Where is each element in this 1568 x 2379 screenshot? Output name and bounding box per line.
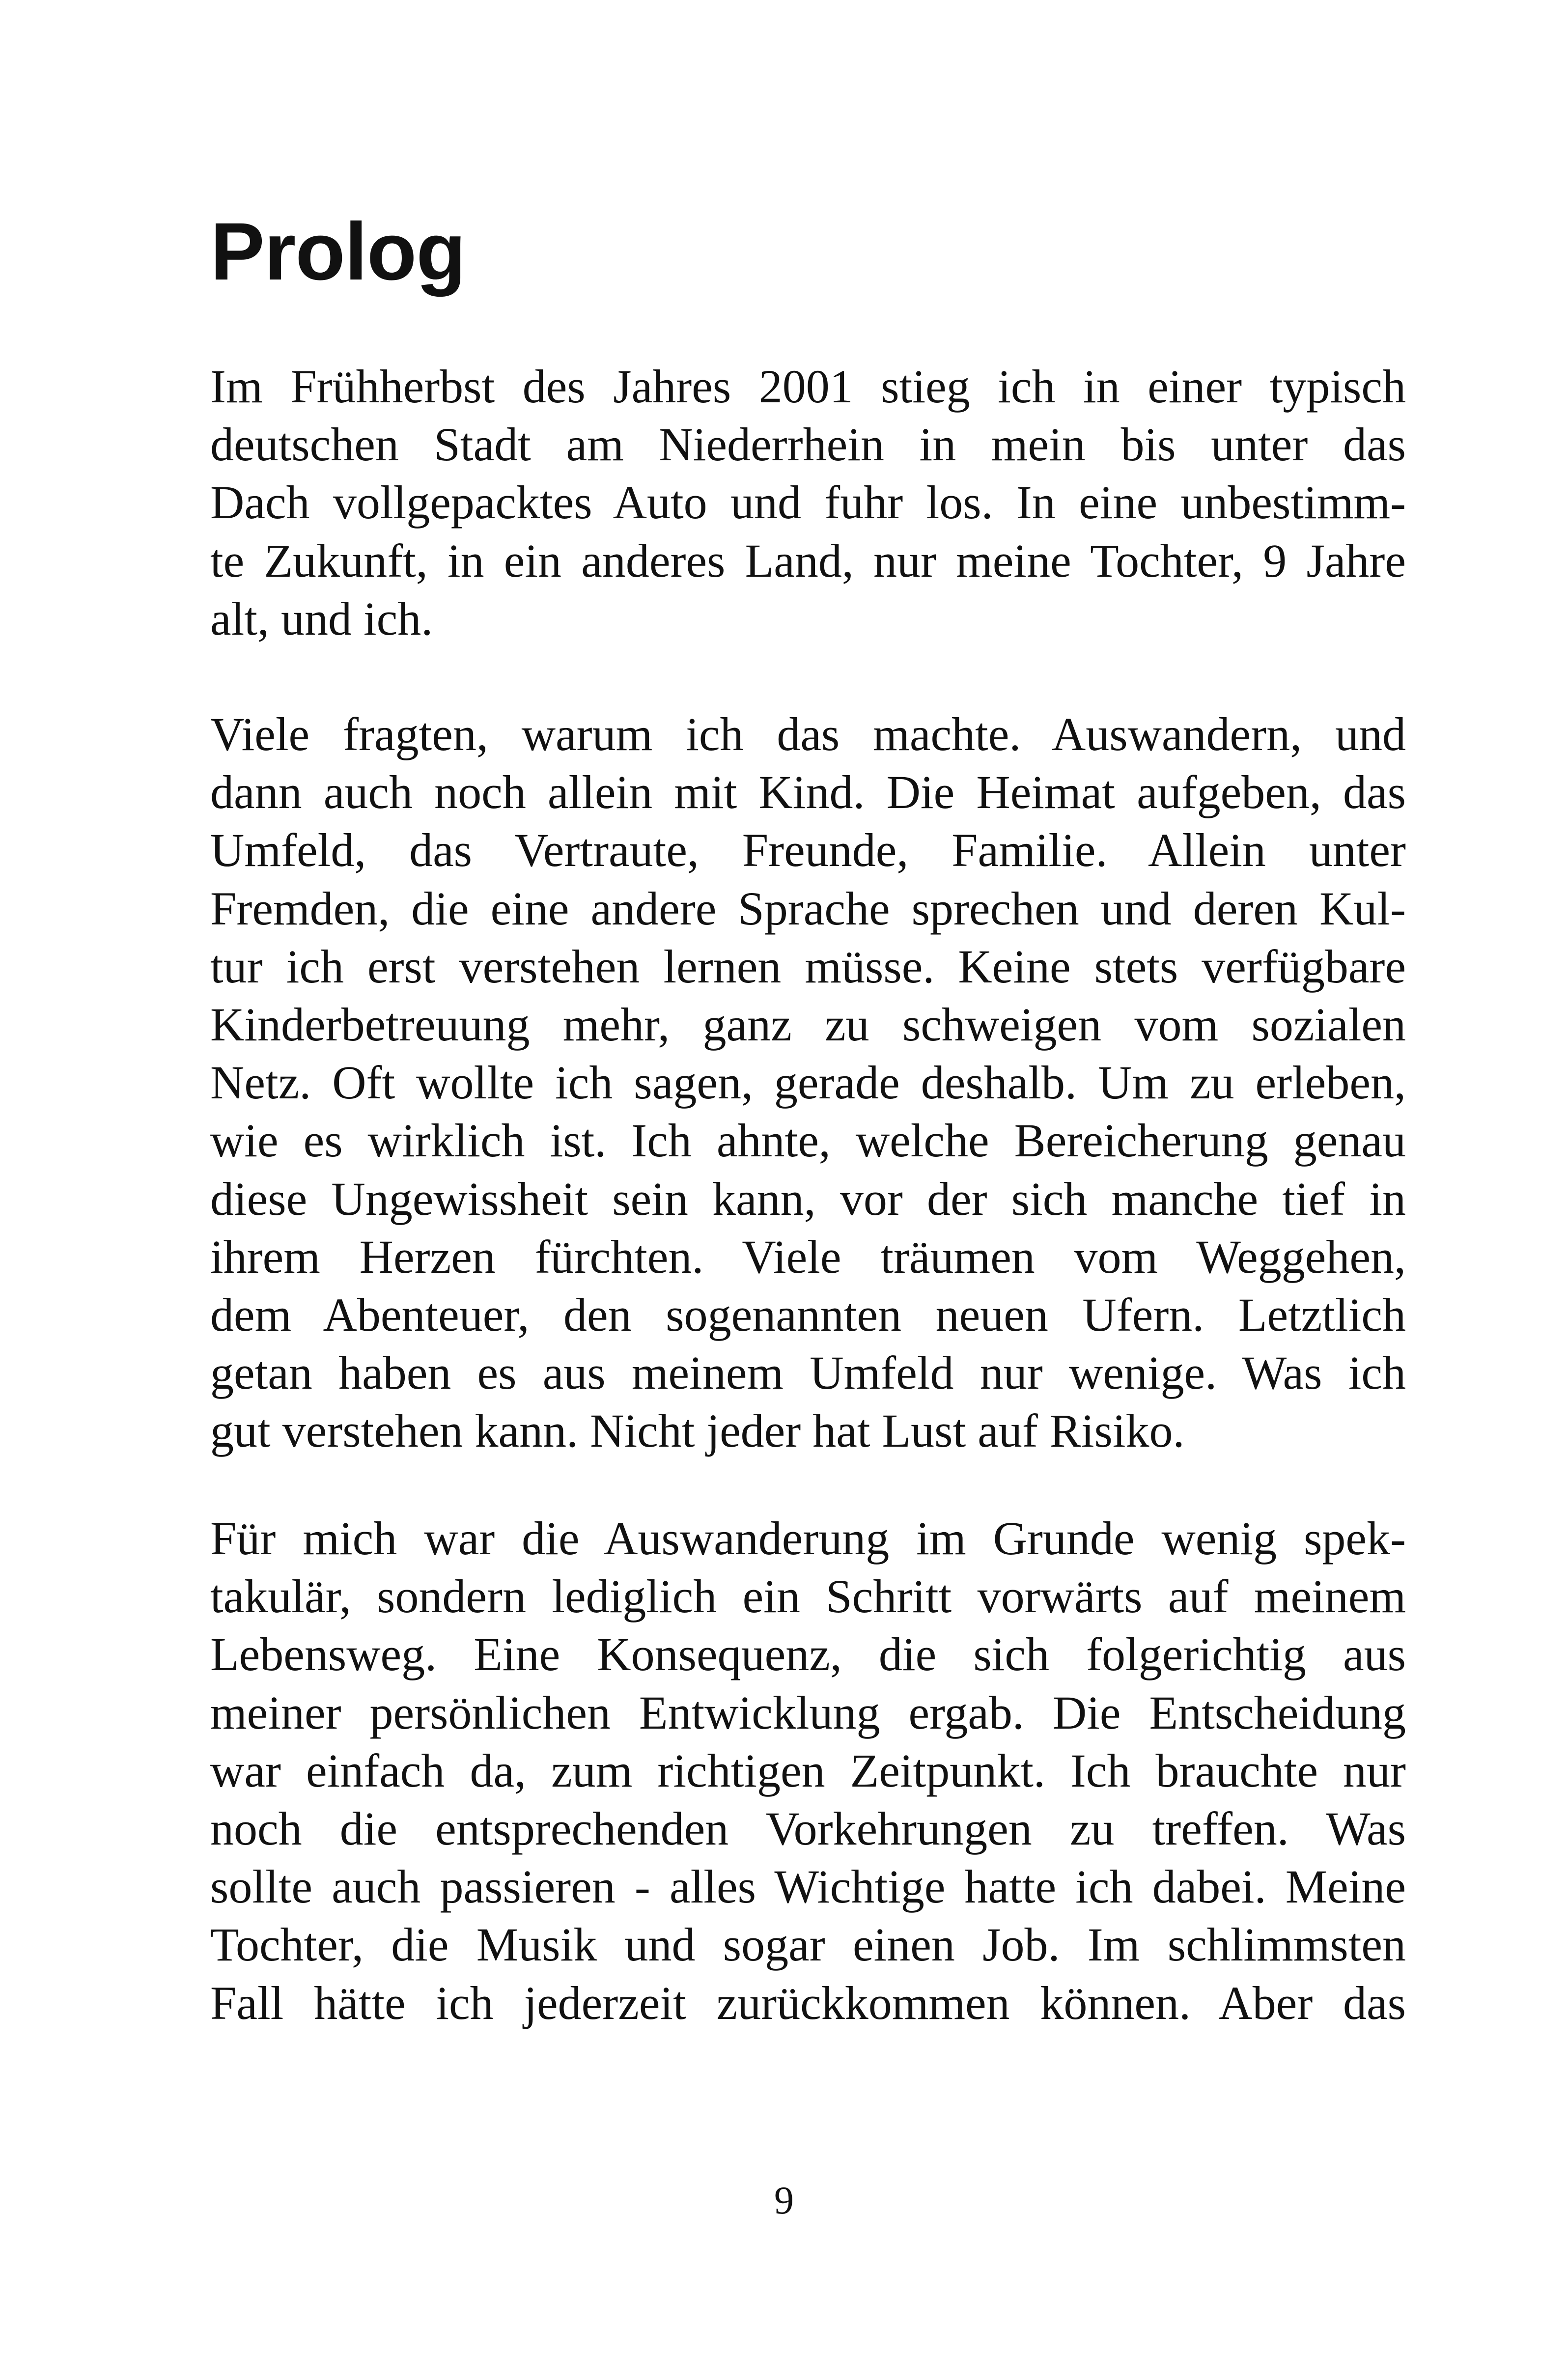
text-line: Kinderbetreuung mehr, ganz zu schweigen vom sozialen [210, 998, 1406, 1051]
text-line: Für mich war die Auswanderung im Grunde wenig spek- [210, 1512, 1406, 1565]
text-line: noch die entsprechenden Vorkehrungen zu treffen. Was [210, 1802, 1406, 1855]
text-line: tur ich erst verstehen lernen müsse. Keine stets verfügbare [210, 940, 1406, 993]
text-line: sollte auch passieren - alles Wichtige hatte ich dabei. Meine [210, 1860, 1406, 1913]
text-line: ihrem Herzen fürchten. Viele träumen vom Weggehen, [210, 1230, 1406, 1283]
text-line: getan haben es aus meinem Umfeld nur wenige. Was ich [210, 1346, 1406, 1399]
text-line: Dach vollgepacktes Auto und fuhr los. In eine unbestimm- [210, 476, 1406, 529]
text-line: wie es wirklich ist. Ich ahnte, welche Bereicherung genau [210, 1114, 1406, 1167]
paragraph-1 [210, 358, 1406, 648]
text-line: meiner persönlichen Entwicklung ergab. Die Entscheidung [210, 1686, 1406, 1739]
text-line: diese Ungewissheit sein kann, vor der sich manche tief in [210, 1172, 1406, 1225]
text-line: Fremden, die eine andere Sprache sprechen und deren Kul- [210, 882, 1406, 935]
text-line: deutschen Stadt am Niederrhein in mein bis unter das [210, 418, 1406, 471]
text-line: gut verstehen kann. Nicht jeder hat Lust auf Risiko. [210, 1404, 1185, 1457]
text-line: te Zukunft, in ein anderes Land, nur meine Tochter, 9 Jahre [210, 534, 1406, 587]
text-line: dann auch noch allein mit Kind. Die Heimat aufgeben, das [210, 766, 1406, 819]
text-line: dem Abenteuer, den sogenannten neuen Ufern. Letztlich [210, 1288, 1406, 1341]
text-line: takulär, sondern lediglich ein Schritt vorwärts auf meinem [210, 1570, 1406, 1623]
text-line: Viele fragten, warum ich das machte. Auswandern, und [210, 708, 1406, 760]
text-line: war einfach da, zum richtigen Zeitpunkt. Ich brauchte nur [210, 1744, 1406, 1797]
paragraph-2 [210, 705, 1406, 1460]
text-line: Netz. Oft wollte ich sagen, gerade deshalb. Um zu erleben, [210, 1056, 1406, 1109]
text-line: alt, und ich. [210, 592, 433, 645]
text-line: Lebensweg. Eine Konsequenz, die sich folgerichtig aus [210, 1628, 1406, 1681]
text-line: Fall hätte ich jederzeit zurückkommen können. Aber das [210, 1976, 1406, 2029]
text-line: Im Frühherbst des Jahres 2001 stieg ich in einer typisch [210, 360, 1406, 413]
text-line: Tochter, die Musik und sogar einen Job. Im schlimmsten [210, 1918, 1406, 1971]
paragraph-3 [210, 1510, 1406, 2032]
page-number: 9 [774, 2179, 794, 2222]
chapter-title: Prolog [210, 206, 466, 297]
text-line: Umfeld, das Vertraute, Freunde, Familie. Allein unter [210, 824, 1406, 877]
